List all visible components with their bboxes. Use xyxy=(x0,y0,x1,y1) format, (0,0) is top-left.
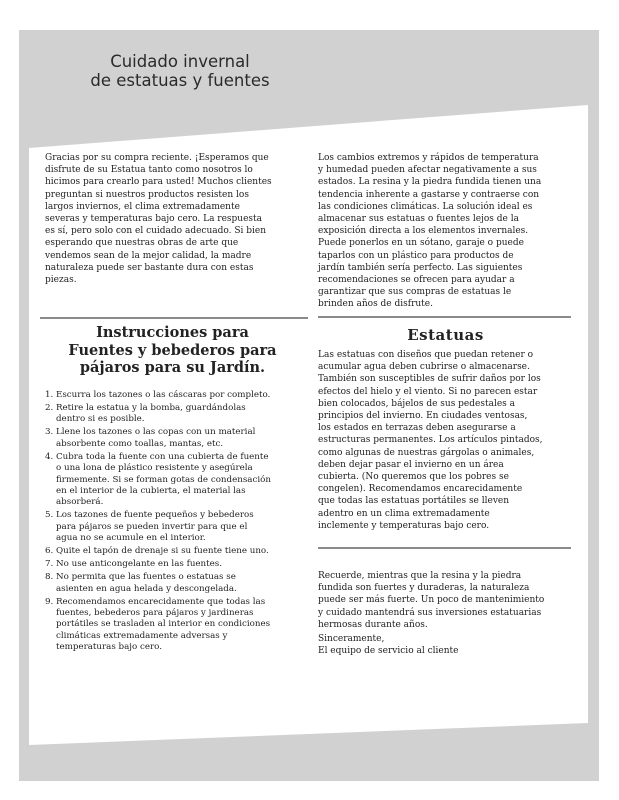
signoff: Sinceramente, El equipo de servicio al cliente xyxy=(318,634,459,657)
list-item xyxy=(45,559,307,570)
list-item-text: Quite el tapón de drenaje si su fuente tiene uno. xyxy=(56,546,269,557)
list-item-text: Cubra toda la fuente con una cubierta de fuente o una lona de plástico resistente y asegúrela firmemente. Si se forman gotas de condensación en el interior de la cubierta, el material las absorberá. xyxy=(56,451,271,508)
list-item-number: 5. xyxy=(45,510,54,521)
list-item-number: 1. xyxy=(45,390,54,400)
list-item-number: 9. xyxy=(45,596,54,607)
list-item-text: No use anticongelante en las fuentes. xyxy=(56,559,223,570)
list-item-text: Llene los tazones o las copas con un material absorbente como toallas, mantas, etc. xyxy=(56,427,256,449)
list-item-text: Escurra los tazones o las cáscaras por completo. xyxy=(56,390,271,400)
list-item-number: 7. xyxy=(45,559,54,570)
title-line-2: de estatuas y fuentes xyxy=(90,71,270,90)
statues-heading: Estatuas xyxy=(407,326,484,344)
list-item xyxy=(45,597,307,654)
title-line-1: Cuidado invernal xyxy=(110,52,250,71)
closing-divider xyxy=(318,547,571,549)
closing-paragraph: Recuerde, mientras que la resina y la piedra fundida son fuertes y duraderas, la naturaleza puede ser más fuerte. Un poco de mantenimiento y cuidado mantendrá sus inversiones estatuarias hermosas durante años. xyxy=(318,571,545,630)
intro-paragraph-right: Los cambios extremos y rápidos de temperatura y humedad pueden afectar negativamente a sus estados. La resina y la piedra fundida tienen una tendencia inherente a gastarse y contraerse con las condiciones climáticas. La solución ideal es almacenar sus estatuas o fuentes lejos de la exposición directa a los elementos invernales. Puede ponerlos en un sótano, garaje o puede taparlos con un plástico para productos de jardín también sería perfecto. Las siguientes recomendaciones se ofrecen para ayudar a garantizar que sus compras de estatuas le brinden años de disfrute. xyxy=(318,153,542,310)
section-divider-right xyxy=(318,316,571,318)
list-item xyxy=(45,427,307,450)
list-item-number: 4. xyxy=(45,451,54,462)
document-title xyxy=(60,52,300,90)
list-item-text: No permita que las fuentes o estatuas se asienten en agua helada y descongelada. xyxy=(56,572,237,594)
list-item xyxy=(45,452,307,509)
list-item-number: 2. xyxy=(45,403,54,413)
instructions-list xyxy=(45,390,307,655)
list-item-number: 8. xyxy=(45,572,54,583)
list-item-text: Los tazones de fuente pequeños y bebederos para pájaros se pueden invertir para que el agua no se acumule en el interior. xyxy=(56,510,254,544)
list-item xyxy=(45,403,307,426)
list-item xyxy=(45,546,307,557)
list-item-text: Recomendamos encarecidamente que todas las fuentes, bebederos para pájaros y jardineras portátiles se trasladen al interior en condiciones climáticas extremadamente adversas y temperaturas bajo cero. xyxy=(56,596,271,653)
list-item xyxy=(45,390,307,401)
list-item-number: 3. xyxy=(45,427,54,438)
intro-paragraph-left: Gracias por su compra reciente. ¡Esperamos que disfrute de su Estatua tanto como nosotros lo hicimos para crearlo para usted! Muchos clientes preguntan si nuestros productos resisten los largos inviernos, el clima extremadamente severas y temperaturas bajo cero. La respuesta es sí, pero solo con el cuidado adecuado. Si bien esperando que nuestras obras de arte que vendemos sean de la mejor calidad, la madre naturaleza puede ser bastante dura con estas piezas. xyxy=(45,153,272,286)
fountain-instructions-heading: Instrucciones para Fuentes y bebederos para pájaros para su Jardín. xyxy=(68,324,277,376)
statues-paragraph: Las estatuas con diseños que puedan retener o acumular agua deben cubrirse o almacenarse. También son susceptibles de sufrir daños por los efectos del hielo y el viento. Si no parecen estar bien colocados, bájelos de sus pedestales a principios del invierno. En ciudades ventosas, los estados en terrazas deben asegurarse a estructuras permanentes. Los artículos pintados, como algunas de nuestras gárgolas o animales, deben dejar pasar el invierno en un área cubierta. (No queremos que los pobres se congelen). Recomendamos encarecidamente que todas las estatuas portátiles se lleven adentro en un clima extremadamente inclemente y temperaturas bajo cero. xyxy=(318,350,543,531)
list-item-text: Retire la estatua y la bomba, guardándolas dentro si es posible. xyxy=(56,403,246,425)
list-item xyxy=(45,510,307,544)
list-item xyxy=(45,572,307,595)
list-item-number: 6. xyxy=(45,546,54,557)
section-divider-left xyxy=(40,317,308,319)
